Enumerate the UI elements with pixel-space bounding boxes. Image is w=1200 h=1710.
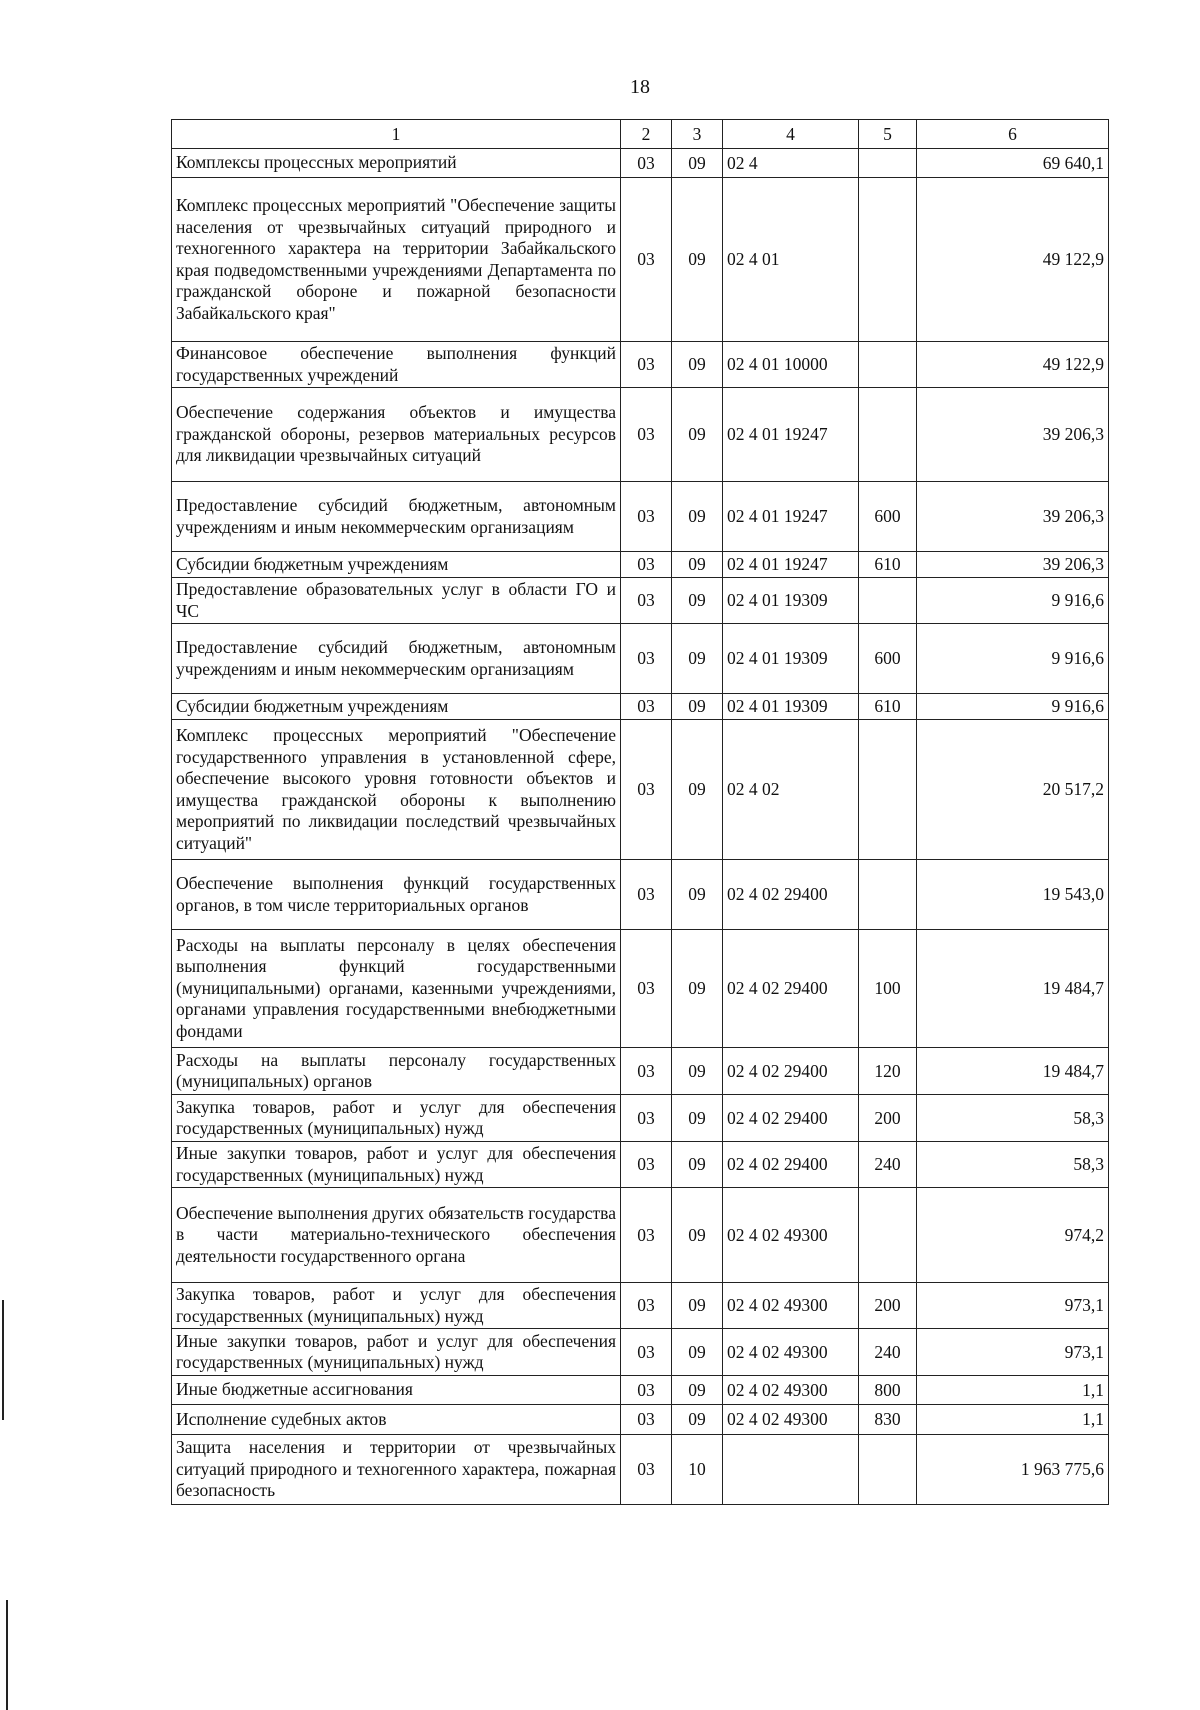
amount-cell: 1,1 xyxy=(917,1405,1109,1435)
section-code-cell: 03 xyxy=(621,388,672,482)
target-article-cell: 02 4 02 xyxy=(723,720,859,860)
expense-type-cell xyxy=(859,178,917,342)
amount-cell: 1 963 775,6 xyxy=(917,1435,1109,1505)
column-header: 5 xyxy=(859,120,917,149)
expense-type-cell xyxy=(859,342,917,388)
amount-cell: 39 206,3 xyxy=(917,482,1109,552)
amount-cell: 39 206,3 xyxy=(917,552,1109,578)
target-article-cell: 02 4 02 29400 xyxy=(723,1095,859,1142)
subsection-code-cell: 09 xyxy=(672,720,723,860)
section-code-cell: 03 xyxy=(621,1405,672,1435)
section-code-cell: 03 xyxy=(621,1142,672,1188)
section-code-cell: 03 xyxy=(621,1283,672,1329)
amount-cell: 9 916,6 xyxy=(917,578,1109,624)
table-row xyxy=(172,930,1109,1048)
section-code-cell: 03 xyxy=(621,930,672,1048)
section-code-cell: 03 xyxy=(621,1376,672,1405)
section-code-cell: 03 xyxy=(621,860,672,930)
amount-cell: 974,2 xyxy=(917,1188,1109,1283)
expense-type-cell: 200 xyxy=(859,1095,917,1142)
target-article-cell: 02 4 01 19309 xyxy=(723,624,859,694)
subsection-code-cell: 09 xyxy=(672,624,723,694)
subsection-code-cell: 09 xyxy=(672,1405,723,1435)
expense-type-cell: 600 xyxy=(859,482,917,552)
scan-edge-line xyxy=(2,1300,4,1420)
section-code-cell: 03 xyxy=(621,1329,672,1376)
scan-edge-line xyxy=(6,1600,8,1710)
amount-cell: 39 206,3 xyxy=(917,388,1109,482)
expense-type-cell: 610 xyxy=(859,552,917,578)
expense-type-cell: 120 xyxy=(859,1048,917,1095)
row-name-cell: Исполнение судебных актов xyxy=(172,1405,621,1435)
expense-type-cell: 610 xyxy=(859,694,917,720)
row-name-cell: Комплексы процессных мероприятий xyxy=(172,149,621,178)
expense-type-cell: 240 xyxy=(859,1329,917,1376)
expense-type-cell xyxy=(859,1435,917,1505)
target-article-cell: 02 4 01 10000 xyxy=(723,342,859,388)
amount-cell: 69 640,1 xyxy=(917,149,1109,178)
section-code-cell: 03 xyxy=(621,552,672,578)
row-name-cell: Защита населения и территории от чрезвычайных ситуаций природного и техногенного характера, пожарная безопасность xyxy=(172,1435,621,1505)
target-article-cell: 02 4 01 19247 xyxy=(723,388,859,482)
section-code-cell: 03 xyxy=(621,149,672,178)
amount-cell: 49 122,9 xyxy=(917,178,1109,342)
target-article-cell: 02 4 01 xyxy=(723,178,859,342)
target-article-cell: 02 4 02 29400 xyxy=(723,1142,859,1188)
expense-type-cell: 800 xyxy=(859,1376,917,1405)
subsection-code-cell: 09 xyxy=(672,1283,723,1329)
expense-type-cell xyxy=(859,149,917,178)
target-article-cell: 02 4 02 49300 xyxy=(723,1188,859,1283)
section-code-cell: 03 xyxy=(621,694,672,720)
table-row xyxy=(172,342,1109,388)
table-row xyxy=(172,1048,1109,1095)
target-article-cell: 02 4 01 19309 xyxy=(723,578,859,624)
row-name-cell: Обеспечение выполнения функций государственных органов, в том числе территориальных органов xyxy=(172,860,621,930)
target-article-cell: 02 4 02 29400 xyxy=(723,930,859,1048)
subsection-code-cell: 09 xyxy=(672,552,723,578)
subsection-code-cell: 09 xyxy=(672,178,723,342)
column-header: 2 xyxy=(621,120,672,149)
column-header: 4 xyxy=(723,120,859,149)
row-name-cell: Обеспечение содержания объектов и имущества гражданской обороны, резервов материальных ресурсов для ликвидации чрезвычайных ситуаций xyxy=(172,388,621,482)
amount-cell: 973,1 xyxy=(917,1329,1109,1376)
table-row xyxy=(172,1142,1109,1188)
subsection-code-cell: 09 xyxy=(672,578,723,624)
subsection-code-cell: 09 xyxy=(672,1188,723,1283)
subsection-code-cell: 09 xyxy=(672,1142,723,1188)
table-row xyxy=(172,388,1109,482)
expense-type-cell xyxy=(859,578,917,624)
row-name-cell: Предоставление субсидий бюджетным, автономным учреждениям и иным некоммерческим организациям xyxy=(172,624,621,694)
row-name-cell: Предоставление образовательных услуг в области ГО и ЧС xyxy=(172,578,621,624)
table-row xyxy=(172,149,1109,178)
row-name-cell: Финансовое обеспечение выполнения функций государственных учреждений xyxy=(172,342,621,388)
table-header-row xyxy=(172,120,1109,149)
target-article-cell: 02 4 02 49300 xyxy=(723,1405,859,1435)
subsection-code-cell: 09 xyxy=(672,1376,723,1405)
target-article-cell: 02 4 01 19309 xyxy=(723,694,859,720)
page-number: 18 xyxy=(630,76,650,98)
section-code-cell: 03 xyxy=(621,178,672,342)
target-article-cell: 02 4 02 29400 xyxy=(723,1048,859,1095)
target-article-cell: 02 4 01 19247 xyxy=(723,552,859,578)
amount-cell: 9 916,6 xyxy=(917,694,1109,720)
subsection-code-cell: 09 xyxy=(672,1095,723,1142)
expense-type-cell xyxy=(859,720,917,860)
expense-type-cell xyxy=(859,388,917,482)
table-row xyxy=(172,1329,1109,1376)
section-code-cell: 03 xyxy=(621,342,672,388)
amount-cell: 9 916,6 xyxy=(917,624,1109,694)
target-article-cell xyxy=(723,1435,859,1505)
table-row xyxy=(172,1283,1109,1329)
row-name-cell: Иные закупки товаров, работ и услуг для обеспечения государственных (муниципальных) нужд xyxy=(172,1142,621,1188)
table-row xyxy=(172,694,1109,720)
amount-cell: 19 543,0 xyxy=(917,860,1109,930)
table-row xyxy=(172,860,1109,930)
table-row xyxy=(172,178,1109,342)
row-name-cell: Предоставление субсидий бюджетным, автономным учреждениям и иным некоммерческим организациям xyxy=(172,482,621,552)
section-code-cell: 03 xyxy=(621,1095,672,1142)
table-row xyxy=(172,552,1109,578)
expense-type-cell: 830 xyxy=(859,1405,917,1435)
table-row xyxy=(172,1405,1109,1435)
subsection-code-cell: 09 xyxy=(672,149,723,178)
row-name-cell: Субсидии бюджетным учреждениям xyxy=(172,694,621,720)
subsection-code-cell: 10 xyxy=(672,1435,723,1505)
row-name-cell: Закупка товаров, работ и услуг для обеспечения государственных (муниципальных) нужд xyxy=(172,1095,621,1142)
row-name-cell: Комплекс процессных мероприятий "Обеспечение защиты населения от чрезвычайных ситуаций природного и техногенного характера на территории Забайкальского края подведомственными учреждениями Департамента по гражданской обороне и пожарной безопасности Забайкальского края" xyxy=(172,178,621,342)
expense-type-cell: 200 xyxy=(859,1283,917,1329)
table-row xyxy=(172,1435,1109,1505)
expense-type-cell xyxy=(859,1188,917,1283)
section-code-cell: 03 xyxy=(621,1048,672,1095)
table-row xyxy=(172,1376,1109,1405)
row-name-cell: Обеспечение выполнения других обязательств государства в части материально-технического обеспечения деятельности государственного органа xyxy=(172,1188,621,1283)
section-code-cell: 03 xyxy=(621,1435,672,1505)
expense-type-cell: 240 xyxy=(859,1142,917,1188)
expense-type-cell xyxy=(859,860,917,930)
target-article-cell: 02 4 xyxy=(723,149,859,178)
table-row xyxy=(172,624,1109,694)
column-header: 6 xyxy=(917,120,1109,149)
amount-cell: 49 122,9 xyxy=(917,342,1109,388)
budget-table xyxy=(171,119,1109,1505)
column-header: 3 xyxy=(672,120,723,149)
subsection-code-cell: 09 xyxy=(672,1329,723,1376)
table-row xyxy=(172,1095,1109,1142)
table-body xyxy=(172,149,1109,1505)
expense-type-cell: 600 xyxy=(859,624,917,694)
section-code-cell: 03 xyxy=(621,624,672,694)
table-row xyxy=(172,482,1109,552)
amount-cell: 58,3 xyxy=(917,1142,1109,1188)
row-name-cell: Расходы на выплаты персоналу в целях обеспечения выполнения функций государственными (муниципальными) органами, казенными учреждениями, органами управления государственными внебюджетными фондами xyxy=(172,930,621,1048)
subsection-code-cell: 09 xyxy=(672,694,723,720)
amount-cell: 973,1 xyxy=(917,1283,1109,1329)
row-name-cell: Комплекс процессных мероприятий "Обеспечение государственного управления в установленной сфере, обеспечение высокого уровня готовности объектов и имущества гражданской обороны к выполнению мероприятий по ликвидации последствий чрезвычайных ситуаций" xyxy=(172,720,621,860)
row-name-cell: Расходы на выплаты персоналу государственных (муниципальных) органов xyxy=(172,1048,621,1095)
section-code-cell: 03 xyxy=(621,578,672,624)
row-name-cell: Закупка товаров, работ и услуг для обеспечения государственных (муниципальных) нужд xyxy=(172,1283,621,1329)
row-name-cell: Иные бюджетные ассигнования xyxy=(172,1376,621,1405)
table-row xyxy=(172,720,1109,860)
amount-cell: 20 517,2 xyxy=(917,720,1109,860)
column-header: 1 xyxy=(172,120,621,149)
subsection-code-cell: 09 xyxy=(672,388,723,482)
target-article-cell: 02 4 02 29400 xyxy=(723,860,859,930)
subsection-code-cell: 09 xyxy=(672,1048,723,1095)
target-article-cell: 02 4 02 49300 xyxy=(723,1376,859,1405)
amount-cell: 58,3 xyxy=(917,1095,1109,1142)
section-code-cell: 03 xyxy=(621,1188,672,1283)
amount-cell: 19 484,7 xyxy=(917,1048,1109,1095)
amount-cell: 1,1 xyxy=(917,1376,1109,1405)
amount-cell: 19 484,7 xyxy=(917,930,1109,1048)
section-code-cell: 03 xyxy=(621,482,672,552)
table-row xyxy=(172,1188,1109,1283)
expense-type-cell: 100 xyxy=(859,930,917,1048)
target-article-cell: 02 4 01 19247 xyxy=(723,482,859,552)
table-row xyxy=(172,578,1109,624)
row-name-cell: Субсидии бюджетным учреждениям xyxy=(172,552,621,578)
subsection-code-cell: 09 xyxy=(672,482,723,552)
target-article-cell: 02 4 02 49300 xyxy=(723,1283,859,1329)
subsection-code-cell: 09 xyxy=(672,930,723,1048)
target-article-cell: 02 4 02 49300 xyxy=(723,1329,859,1376)
section-code-cell: 03 xyxy=(621,720,672,860)
row-name-cell: Иные закупки товаров, работ и услуг для обеспечения государственных (муниципальных) нужд xyxy=(172,1329,621,1376)
subsection-code-cell: 09 xyxy=(672,342,723,388)
subsection-code-cell: 09 xyxy=(672,860,723,930)
